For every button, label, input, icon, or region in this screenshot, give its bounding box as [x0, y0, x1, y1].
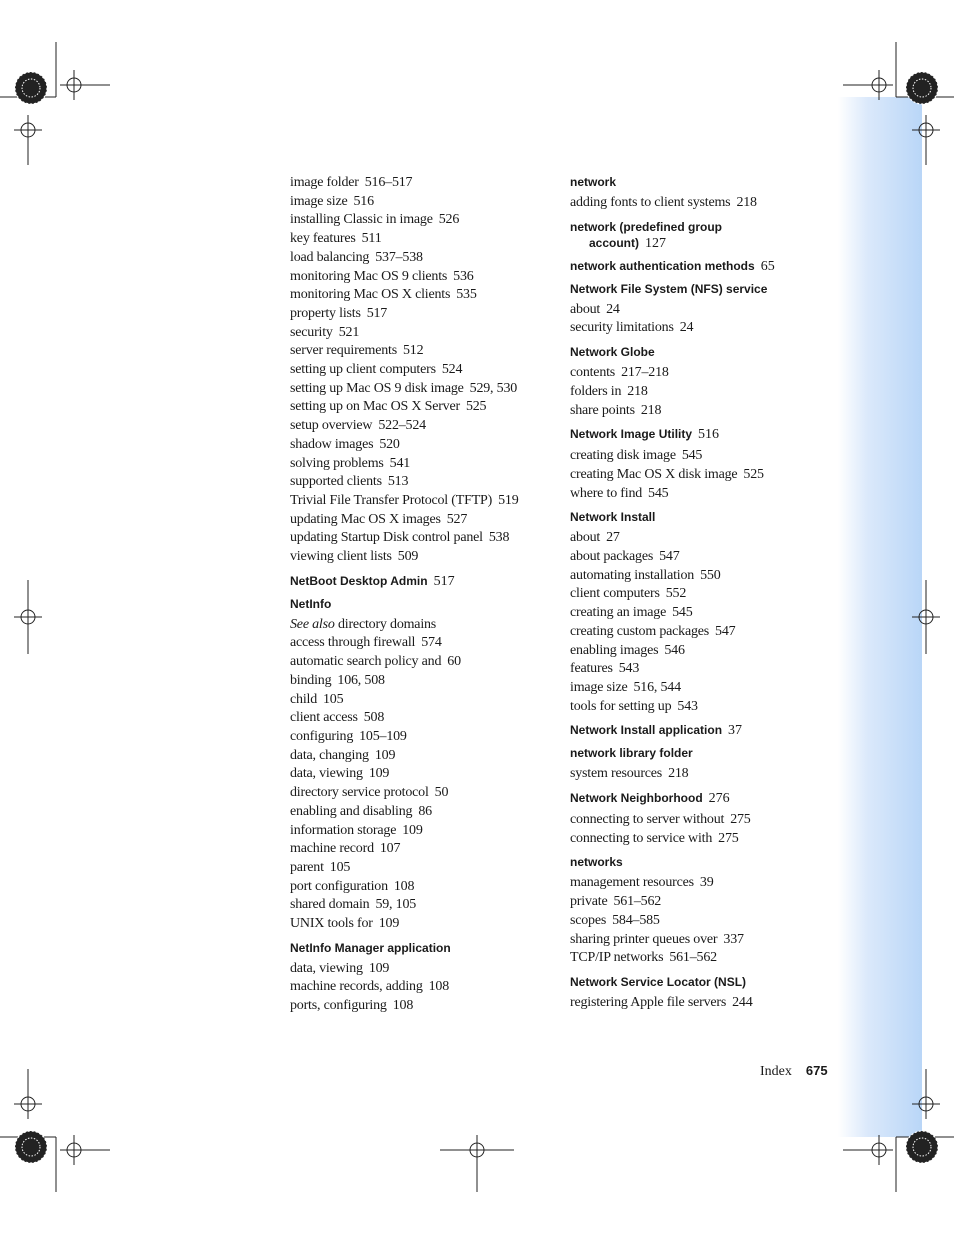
index-heading-text: Network Neighborhood [570, 791, 703, 806]
index-page-ref: 108 [392, 998, 414, 1014]
index-page-ref: 538 [488, 530, 510, 546]
index-page-ref: 561–562 [669, 950, 717, 966]
index-entry-text: system resources [570, 766, 663, 782]
index-page-ref: 105–109 [359, 728, 407, 744]
crosshair-target-icon [14, 115, 42, 165]
index-entry-text: security [290, 324, 333, 340]
index-entry [570, 466, 830, 485]
index-page-ref: 24 [679, 320, 694, 336]
index-entry [570, 402, 830, 421]
index-entry [290, 997, 540, 1016]
index-entry-text: connecting to service with [570, 830, 713, 846]
index-page-ref: 508 [363, 710, 385, 726]
index-entry [290, 492, 540, 511]
index-entry-text: automating installation [570, 567, 695, 583]
index-entry-text: registering Apple file servers [570, 994, 727, 1010]
index-entry-text: binding [290, 672, 332, 688]
index-heading [570, 974, 830, 990]
index-entry-text: client access [290, 710, 358, 726]
crosshair-target-icon [843, 1135, 893, 1165]
index-entry [290, 672, 540, 691]
index-entry [290, 915, 540, 934]
index-entry [570, 830, 830, 849]
index-entry-text: shadow images [290, 436, 374, 452]
index-entry [570, 301, 830, 320]
index-page-ref: 536 [453, 268, 474, 284]
index-entry-text: shared domain [290, 897, 370, 913]
index-entry [290, 473, 540, 492]
index-entry [290, 822, 540, 841]
index-entry-text: machine record [290, 841, 374, 857]
index-entry-text: creating custom packages [570, 623, 710, 639]
index-entry [290, 709, 540, 728]
index-entry-text: installing Classic in image [290, 212, 433, 228]
index-entry-text: TCP/IP networks [570, 950, 664, 966]
index-entry-text: information storage [290, 822, 397, 838]
index-entry-text: directory service protocol [290, 785, 429, 801]
index-entry [290, 361, 540, 380]
index-entry-text: Trivial File Transfer Protocol (TFTP) [290, 492, 493, 508]
index-page-ref: 127 [645, 235, 667, 251]
index-page-ref: 584–585 [612, 912, 660, 928]
index-entry [290, 728, 540, 747]
index-page-ref: 517 [433, 573, 455, 589]
index-page-ref: 543 [618, 661, 640, 677]
starburst-target-icon [906, 1131, 938, 1163]
index-page-ref: 522–524 [378, 418, 426, 434]
index-entry-text: load balancing [290, 249, 370, 265]
index-page-ref: 276 [708, 791, 730, 807]
index-page-ref: 516, 544 [633, 679, 681, 695]
index-page-ref: 105 [323, 691, 344, 707]
index-heading-text: Network Install [570, 510, 656, 525]
index-page-ref: 541 [389, 455, 411, 471]
index-entry-text: data, viewing [290, 766, 363, 782]
index-entry [570, 874, 830, 893]
index-entry-text: about [570, 301, 601, 317]
index-page-ref: 545 [672, 605, 693, 621]
index-entry [290, 840, 540, 859]
index-entry [290, 691, 540, 710]
index-page-ref: 550 [700, 567, 721, 583]
index-entry-text: creating an image [570, 605, 667, 621]
starburst-target-icon [15, 1131, 47, 1163]
index-heading [570, 281, 830, 297]
index-heading-text: Network File System (NFS) service [570, 281, 768, 296]
index-page-ref: 545 [681, 448, 703, 464]
index-entry [570, 811, 830, 830]
index-page-ref: 275 [718, 830, 739, 846]
index-page-ref: 24 [606, 301, 620, 317]
index-page-ref: 107 [379, 841, 401, 857]
index-entry [290, 896, 540, 915]
index-page-ref: 218 [736, 195, 757, 210]
index-entry-text: enabling images [570, 642, 659, 658]
index-page-ref: 519 [498, 492, 519, 508]
index-entry [290, 616, 540, 635]
index-page-ref: 109 [378, 916, 400, 932]
index-entry [570, 660, 830, 679]
index-entry [570, 698, 830, 717]
index-heading-text: network [570, 175, 617, 189]
index-column-right [570, 174, 830, 1013]
index-page-ref: 552 [665, 586, 687, 602]
index-page-ref: 109 [368, 960, 390, 976]
index-entry-text: setting up on Mac OS X Server [290, 399, 460, 415]
index-entry-text: updating Startup Disk control panel [290, 530, 483, 546]
index-page-ref: 525 [465, 399, 487, 415]
index-entry [290, 417, 540, 436]
index-page-ref: 517 [366, 305, 388, 321]
index-page-ref: 516–517 [364, 175, 413, 190]
index-entry [290, 436, 540, 455]
index-entry [290, 380, 540, 399]
index-entry-text: solving problems [290, 455, 384, 471]
index-entry-text: creating Mac OS X disk image [570, 466, 738, 482]
index-entry-text: UNIX tools for [290, 916, 373, 932]
index-heading-text: NetInfo Manager application [290, 940, 451, 955]
index-entry-text: key features [290, 231, 356, 247]
index-page-ref: 546 [664, 642, 685, 658]
index-entry-text: automatic search policy and [290, 654, 442, 670]
index-page-ref: 516 [353, 193, 374, 209]
index-entry-text: creating disk image [570, 448, 676, 464]
index-heading [570, 854, 830, 870]
crosshair-target-icon [912, 115, 940, 165]
index-entry [290, 765, 540, 784]
index-entry [570, 585, 830, 604]
index-entry-text: monitoring Mac OS X clients [290, 287, 451, 303]
index-page-ref: 561–562 [613, 894, 662, 910]
index-entry [570, 364, 830, 383]
index-entry [290, 193, 540, 212]
index-entry-text: folders in [570, 383, 622, 399]
index-entry [290, 398, 540, 417]
index-page-ref: 65 [760, 258, 775, 274]
index-heading-text: network library folder [570, 746, 693, 761]
index-entry-text: tools for setting up [570, 698, 672, 714]
index-entry-text: sharing printer queues over [570, 931, 718, 947]
index-heading-text: NetInfo [290, 596, 332, 611]
index-entry-text: client computers [570, 586, 660, 602]
index-heading [570, 509, 830, 525]
index-column-left [290, 174, 540, 1016]
index-page-ref: 59, 105 [375, 897, 417, 913]
index-page-ref: 39 [699, 875, 714, 891]
index-see-also: See also [290, 616, 335, 632]
crosshair-target-icon [440, 1135, 514, 1192]
index-entry-text: enabling and disabling [290, 803, 413, 819]
index-page-ref: 527 [446, 511, 468, 527]
index-entry [570, 548, 830, 567]
index-entry-text: viewing client lists [290, 549, 392, 565]
index-page-ref: 516 [698, 427, 720, 443]
index-entry [290, 978, 540, 997]
index-heading [570, 722, 830, 739]
index-heading [570, 174, 830, 190]
crosshair-target-icon [912, 580, 940, 654]
crosshair-target-icon [60, 70, 110, 100]
index-entry-text: image folder [290, 175, 359, 190]
index-entry [570, 949, 830, 968]
crosshair-target-icon [912, 1069, 940, 1119]
index-page-ref: 105 [329, 859, 351, 875]
starburst-target-icon [15, 72, 47, 104]
index-entry [290, 511, 540, 530]
index-page-ref: 108 [393, 878, 415, 894]
index-heading [290, 573, 540, 590]
index-entry [570, 931, 830, 950]
index-entry-text: data, changing [290, 747, 369, 763]
index-page-ref: 537–538 [375, 249, 423, 265]
index-entry-text: server requirements [290, 343, 397, 359]
index-entry [290, 747, 540, 766]
index-entry [570, 623, 830, 642]
index-page-ref: 511 [361, 231, 382, 247]
index-heading-text: network (predefined group [570, 219, 723, 234]
crosshair-target-icon [14, 1069, 42, 1119]
index-heading-text: NetBoot Desktop Admin [290, 573, 428, 588]
index-page-ref: 50 [434, 785, 449, 801]
index-heading-text: Network Image Utility [570, 427, 693, 442]
index-heading [570, 258, 830, 275]
index-page-ref: 513 [387, 474, 409, 490]
index-page-ref: 37 [728, 723, 743, 739]
index-entry [570, 604, 830, 623]
index-entry-text: child [290, 691, 317, 707]
index-page-ref: 275 [730, 812, 751, 828]
index-entry [570, 567, 830, 586]
index-entry [290, 859, 540, 878]
page-footer [760, 1063, 828, 1080]
index-entry-text: image size [570, 679, 628, 695]
index-page-ref: 525 [743, 466, 764, 482]
index-entry [570, 194, 830, 213]
index-page-ref: 547 [715, 623, 736, 639]
index-entry [290, 230, 540, 249]
index-heading-continuation [570, 235, 830, 252]
index-entry [290, 653, 540, 672]
index-entry-text: machine records, adding [290, 979, 423, 995]
index-entry-text: parent [290, 859, 324, 875]
index-page-ref: 109 [402, 822, 423, 838]
index-heading-text: Network Globe [570, 345, 655, 360]
crosshair-target-icon [14, 580, 42, 654]
crosshair-target-icon [843, 70, 893, 100]
index-entry [570, 994, 830, 1013]
index-entry-text: configuring [290, 728, 354, 744]
index-entry-text: access through firewall [290, 635, 416, 651]
index-heading [570, 219, 830, 252]
index-entry [570, 765, 830, 784]
footer-section-label: Index [760, 1064, 792, 1079]
index-entry-text: setup overview [290, 418, 373, 434]
index-heading [570, 344, 830, 360]
index-entry-text: security limitations [570, 320, 674, 336]
index-entry [290, 878, 540, 897]
index-entry [570, 529, 830, 548]
index-page-ref: 574 [421, 635, 442, 651]
index-entry-text: supported clients [290, 474, 382, 490]
index-heading-text: Network Service Locator (NSL) [570, 974, 747, 989]
starburst-target-icon [906, 72, 938, 104]
index-entry [290, 342, 540, 361]
index-entry [290, 249, 540, 268]
index-heading-continuation-text: account) [589, 235, 640, 250]
index-page-ref: 218 [668, 766, 689, 782]
index-heading [570, 745, 830, 761]
index-entry [570, 912, 830, 931]
index-page-ref: 547 [659, 549, 680, 565]
index-entry-text: updating Mac OS X images [290, 511, 441, 527]
index-page-ref: 218 [640, 402, 662, 418]
index-page-ref: 218 [627, 383, 648, 399]
crosshair-target-icon [60, 1135, 110, 1165]
index-page-ref: 509 [397, 549, 419, 565]
index-entry-text: setting up client computers [290, 362, 436, 378]
index-entry-text: share points [570, 402, 635, 418]
index-entry-text: data, viewing [290, 960, 363, 976]
index-entry-text: setting up Mac OS 9 disk image [290, 380, 464, 396]
index-entry-text: adding fonts to client systems [570, 195, 731, 210]
index-page-ref: 217–218 [621, 365, 669, 381]
index-entry [570, 383, 830, 402]
index-heading-text: networks [570, 855, 623, 870]
index-entry-text: management resources [570, 875, 694, 891]
index-entry [290, 305, 540, 324]
index-entry [570, 893, 830, 912]
index-page-ref: 86 [418, 803, 432, 819]
index-entry-text: monitoring Mac OS 9 clients [290, 268, 448, 284]
index-entry [290, 960, 540, 979]
index-heading [290, 940, 540, 956]
index-heading-text: network authentication methods [570, 258, 755, 273]
index-entry-text: private [570, 894, 608, 910]
index-entry-text: contents [570, 365, 616, 381]
index-entry-text: directory domains [337, 616, 437, 632]
index-heading [570, 790, 830, 807]
index-entry-text: scopes [570, 912, 607, 928]
index-page-ref: 109 [368, 766, 390, 782]
index-entry [570, 679, 830, 698]
index-entry-text: property lists [290, 305, 361, 321]
index-heading-text: Network Install application [570, 723, 723, 738]
index-page-ref: 244 [732, 994, 753, 1010]
index-page-ref: 529, 530 [469, 380, 518, 396]
index-entry [290, 174, 540, 193]
index-entry [290, 455, 540, 474]
index-page-ref: 106, 508 [337, 672, 385, 688]
index-entry [290, 286, 540, 305]
index-entry [570, 447, 830, 466]
index-entry-text: about packages [570, 549, 654, 565]
index-entry [290, 803, 540, 822]
index-page-ref: 521 [338, 324, 360, 340]
index-entry [290, 529, 540, 548]
index-entry-text: ports, configuring [290, 998, 387, 1014]
page-number: 675 [805, 1063, 828, 1078]
index-page-ref: 526 [438, 212, 460, 228]
index-entry-text: where to find [570, 485, 643, 501]
index-page-ref: 60 [447, 654, 461, 670]
index-entry-text: features [570, 661, 613, 677]
index-page-ref: 535 [456, 287, 477, 303]
index-entry-text: image size [290, 193, 348, 209]
index-page-ref: 109 [374, 747, 396, 763]
index-entry [570, 642, 830, 661]
index-entry [290, 211, 540, 230]
index-page-ref: 108 [428, 979, 450, 995]
index-heading [290, 596, 540, 612]
index-entry [290, 634, 540, 653]
index-page-ref: 545 [648, 485, 669, 501]
index-entry [290, 268, 540, 287]
index-entry [290, 324, 540, 343]
index-page-ref: 27 [606, 530, 620, 546]
index-page-ref: 520 [379, 436, 400, 452]
index-entry-text: port configuration [290, 878, 388, 894]
index-entry [570, 319, 830, 338]
index-entry-text: about [570, 530, 601, 546]
index-entry [570, 485, 830, 504]
index-heading [570, 426, 830, 443]
index-entry [290, 784, 540, 803]
index-page-ref: 543 [677, 698, 698, 714]
index-entry-text: connecting to server without [570, 812, 725, 828]
index-page-ref: 524 [441, 362, 463, 378]
index-entry [290, 548, 540, 567]
index-page-ref: 512 [402, 343, 424, 359]
index-page-ref: 337 [723, 931, 744, 947]
